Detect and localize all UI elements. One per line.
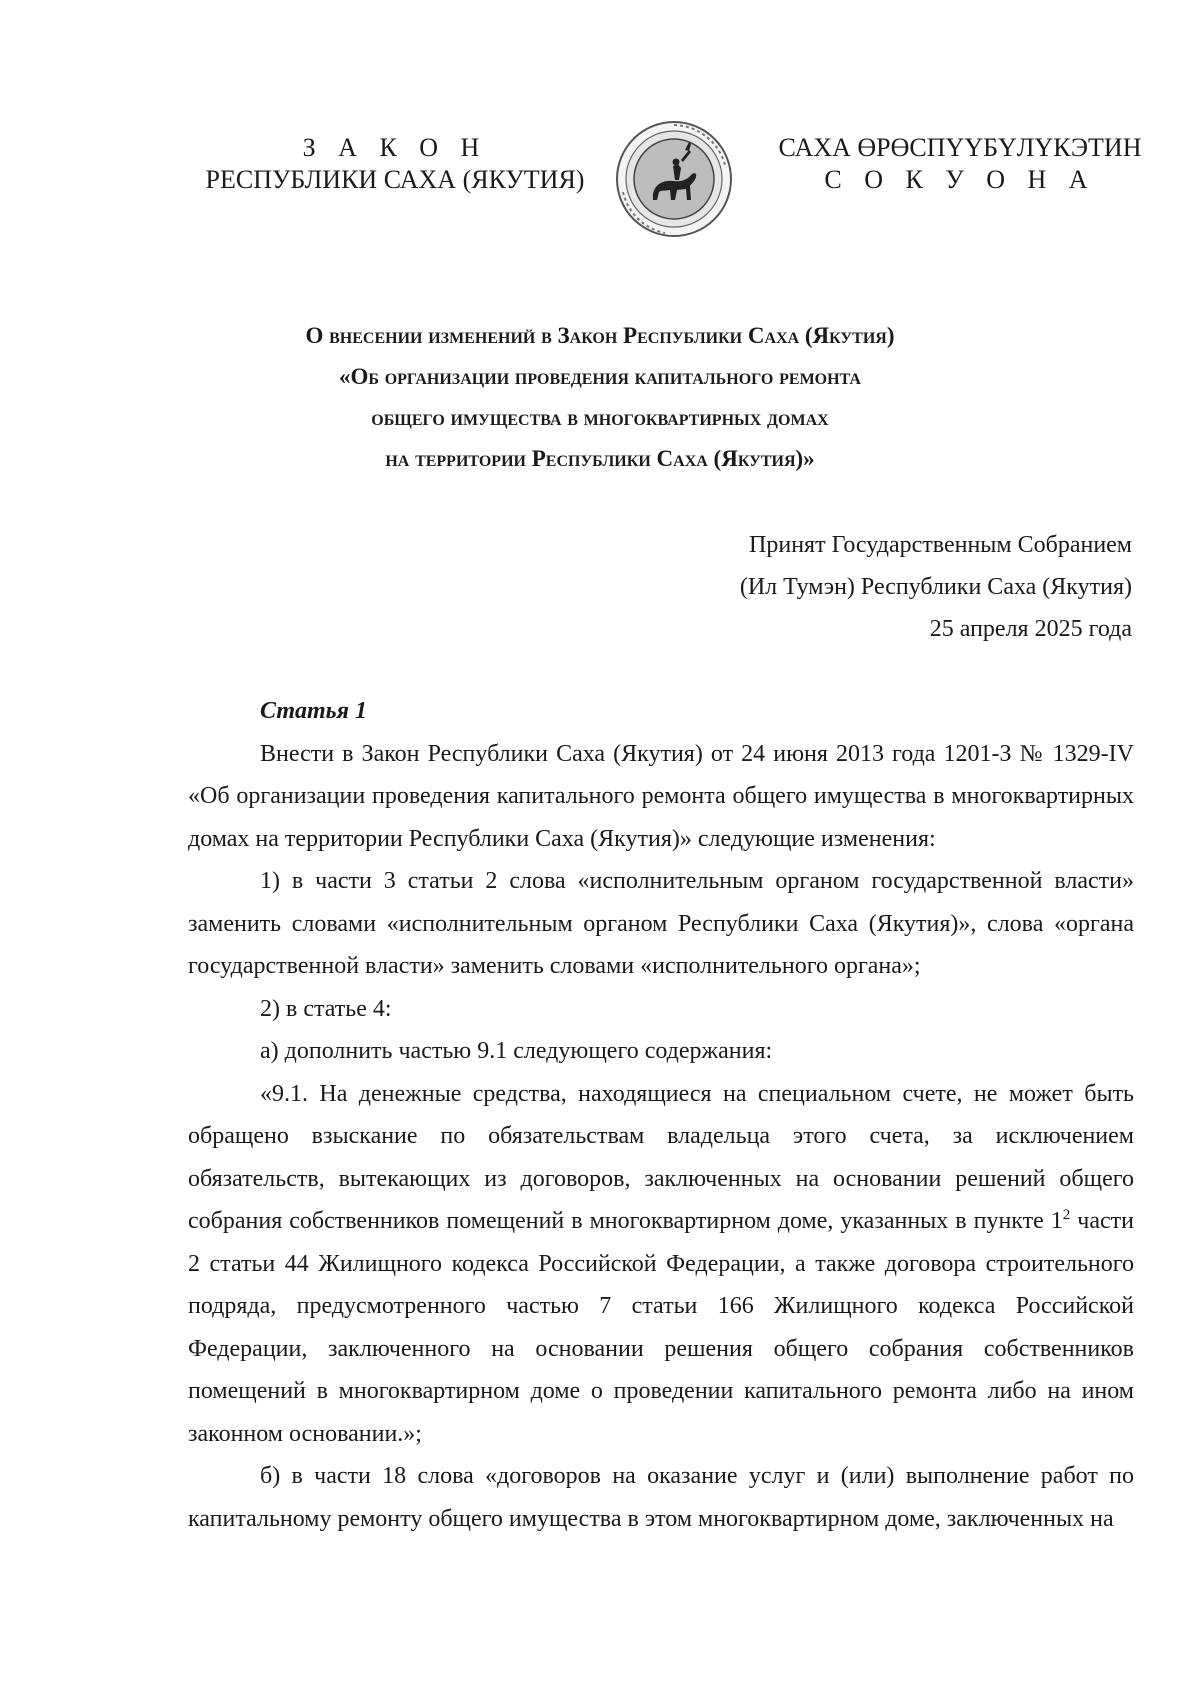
paragraph-text: «9.1. На денежные средства, находящиеся на специальном счете, не может быть обращено взыскание по обязательствам владельца этого счета, за исключением обязательств, вытекающих из договоров, заключенных на основании решений общего собрания собственников помещений в многоквартирном доме, указанных в пункте 1 (188, 1080, 1134, 1234)
adoption-date: 25 апреля 2025 года (929, 616, 1132, 642)
adoption-line: (Ил Тумэн) Республики Саха (Якутия) (739, 574, 1132, 600)
paragraph: 1) в части 3 статьи 2 слова «исполнительным органом государственной власти» заменить словами «исполнительным органом Республики Саха (Якутия)», слова «органа государственной власти» заменить словами «исполнительного органа»; (188, 868, 1134, 979)
paragraph-text: части 2 статьи 44 Жилищного кодекса Российской Федерации, а также договора строительного подряда, предусмотренного частью 7 статьи 166 Жилищного кодекса Российской Федерации, заключенного на основании решения общего собрания собственников помещений в многоквартирном доме о проведении капитального ремонта либо на ином законном основании.»; (188, 1208, 1134, 1447)
adoption-line: Принят Государственным Собранием (749, 532, 1132, 558)
republic-sakha-emblem-icon (615, 120, 733, 238)
law-title (150, 315, 1050, 479)
republic-name-ru: РЕСПУБЛИКИ САХА (ЯКУТИЯ) (205, 165, 585, 194)
paragraph: Внести в Закон Республики Саха (Якутия) от 24 июня 2013 года 1201-З № 1329-IV «Об организации проведения капитального ремонта общего имущества в многоквартирных домах на территории Республики Саха (Якутия)» следующие изменения: (188, 740, 1134, 852)
title-line: О внесении изменений в Закон Республики Саха (Якутия) (305, 323, 895, 348)
article-heading: Статья 1 (260, 698, 368, 724)
paragraph: 2) в статье 4: (260, 995, 392, 1022)
paragraph: б) в части 18 слова «договоров на оказание услуг и (или) выполнение работ по капитальному ремонту общего имущества в этом многоквартирном доме, заключенных на (188, 1463, 1134, 1532)
title-line: общего имущества в многоквартирных домах (371, 405, 829, 430)
republic-name-sah: САХА ӨРӨСПҮҮБҮЛҮКЭТИН (778, 133, 1142, 162)
title-line: «Об организации проведения капитального ремонта (338, 364, 861, 389)
law-label-sah: С О К У О Н А (824, 165, 1096, 194)
paragraph: а) дополнить частью 9.1 следующего содержания: (260, 1038, 773, 1064)
header-left (200, 132, 590, 196)
title-line: на территории Республики Саха (Якутия)» (385, 446, 815, 471)
superscript: 2 (1062, 1207, 1071, 1223)
adoption-block (740, 524, 1132, 650)
document-body (188, 690, 1134, 1540)
paragraph (188, 1073, 1134, 1456)
law-label-ru: З А К О Н (302, 133, 488, 162)
header-right (775, 132, 1145, 196)
